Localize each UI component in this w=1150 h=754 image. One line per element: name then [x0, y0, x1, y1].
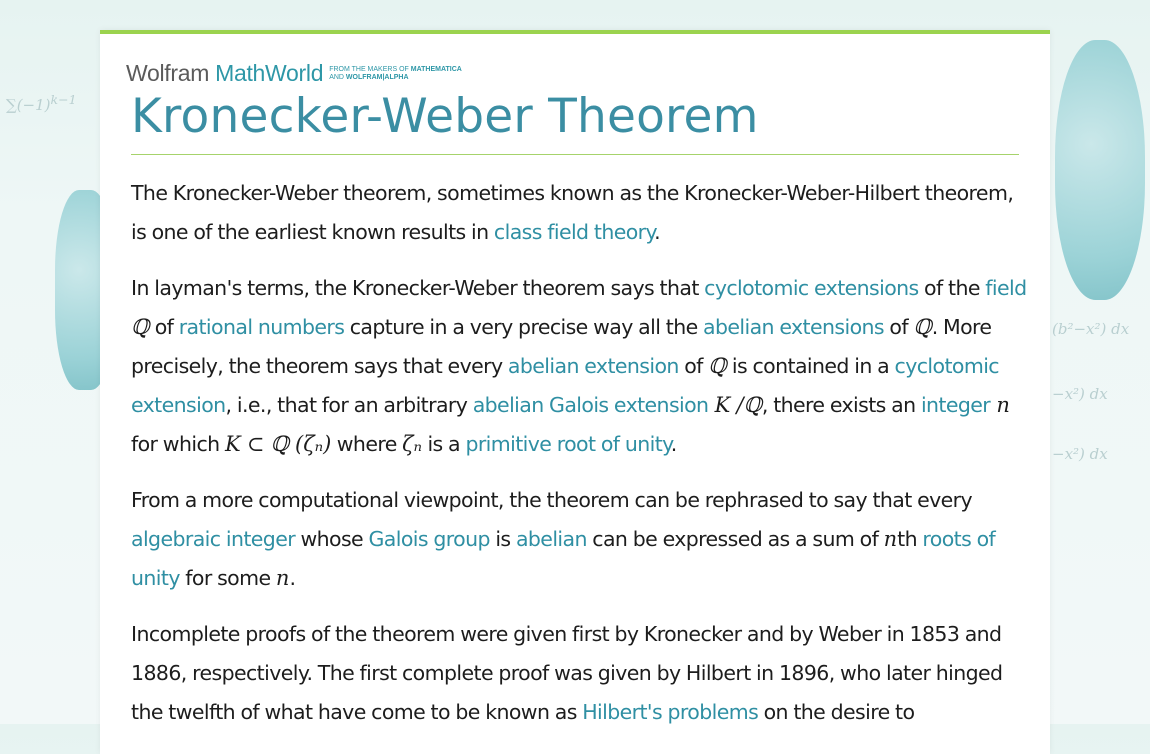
article-link[interactable]: class field theory	[493, 220, 655, 244]
background-formula: −x²) dx	[1052, 385, 1108, 403]
paragraph-text: From a more computational viewpoint, the theorem can be rephrased to say that every	[131, 488, 973, 512]
paragraph-text: whose	[295, 527, 369, 551]
article-link[interactable]: field	[985, 276, 1027, 300]
paragraph-text: th	[897, 527, 923, 551]
article-link[interactable]: roots of unity	[131, 527, 996, 590]
paragraph-text: of the	[918, 276, 986, 300]
mathworld-logo[interactable]	[126, 60, 462, 87]
paragraph-text: can be expressed as a sum of	[586, 527, 884, 551]
paragraph-text: Incomplete proofs of the theorem were given first by Kronecker and by Weber in 1853 and 1886, respectively. The first complete proof was given by Hilbert in 1896, who later hinged the twelfth of what have come to be known as	[131, 622, 1003, 724]
paragraph-text: capture in a very precise way all the	[344, 315, 704, 339]
math-expression: n	[275, 566, 290, 590]
article-paragraph	[131, 174, 1031, 252]
paragraph-text: of	[149, 315, 179, 339]
article-link[interactable]: abelian	[515, 527, 587, 551]
logo-mathworld: MathWorld	[215, 60, 324, 86]
article-link[interactable]: rational numbers	[178, 315, 345, 339]
background-surface	[1055, 40, 1145, 300]
paragraph-text: of	[883, 315, 914, 339]
math-expression: n	[990, 393, 1010, 417]
title-divider	[131, 154, 1019, 155]
page-title: Kronecker-Weber Theorem	[131, 89, 759, 144]
article-body	[131, 174, 1031, 749]
paragraph-text: , i.e., that for an arbitrary	[225, 393, 473, 417]
math-expression: ℚ	[913, 315, 932, 339]
paragraph-text: , there exists an	[761, 393, 921, 417]
article-panel	[100, 30, 1050, 754]
paragraph-text: of	[678, 354, 709, 378]
article-link[interactable]: primitive root of unity	[465, 432, 671, 456]
paragraph-text: for which	[131, 432, 225, 456]
math-expression: K /ℚ	[708, 393, 762, 417]
math-expression: ℚ	[131, 315, 150, 339]
paragraph-text: is a	[422, 432, 466, 456]
article-link[interactable]: Galois group	[368, 527, 490, 551]
article-paragraph	[131, 615, 1031, 732]
paragraph-text: In layman's terms, the Kronecker-Weber theorem says that	[131, 276, 705, 300]
math-expression: K ⊂ ℚ (ζₙ)	[224, 432, 332, 456]
background-formula: −x²) dx	[1052, 445, 1108, 463]
article-link[interactable]: cyclotomic extensions	[704, 276, 919, 300]
tagline-text: FROM THE MAKERS OF	[329, 65, 409, 73]
paragraph-text: .	[654, 220, 661, 244]
paragraph-text: is contained in a	[726, 354, 895, 378]
logo-tagline	[329, 66, 462, 82]
paragraph-text: is	[489, 527, 516, 551]
logo-wolfram: Wolfram	[126, 60, 210, 86]
article-link[interactable]: abelian Galois extension	[472, 393, 709, 417]
background-formula: (b²−x²) dx	[1052, 320, 1130, 338]
math-expression: n	[883, 527, 898, 551]
article-link[interactable]: integer	[920, 393, 991, 417]
tagline-text: AND	[329, 73, 344, 81]
background-formula: $\sum(-1)^{k-1}$	[6, 92, 77, 114]
math-expression: ℚ	[708, 354, 727, 378]
article-paragraph	[131, 269, 1031, 464]
paragraph-text: on the desire to	[758, 700, 915, 724]
article-paragraph	[131, 481, 1031, 598]
paragraph-text: for some	[179, 566, 276, 590]
tagline-text: MATHEMATICA	[410, 65, 462, 73]
math-expression: ζₙ	[402, 432, 423, 456]
article-link[interactable]: abelian extensions	[703, 315, 884, 339]
paragraph-text: The Kronecker-Weber theorem, sometimes known as the Kronecker-Weber-Hilbert theorem, is one of the earliest known results in	[131, 181, 1014, 244]
paragraph-text: where	[331, 432, 403, 456]
paragraph-text: .	[289, 566, 296, 590]
article-link[interactable]: Hilbert's problems	[582, 700, 759, 724]
paragraph-text: . More precisely, the theorem says that every	[131, 315, 992, 378]
article-link[interactable]: algebraic integer	[131, 527, 296, 551]
article-link[interactable]: abelian extension	[507, 354, 679, 378]
paragraph-text: .	[670, 432, 677, 456]
article-link[interactable]: cyclotomic extension	[131, 354, 999, 417]
tagline-text: WOLFRAM|ALPHA	[345, 73, 409, 81]
